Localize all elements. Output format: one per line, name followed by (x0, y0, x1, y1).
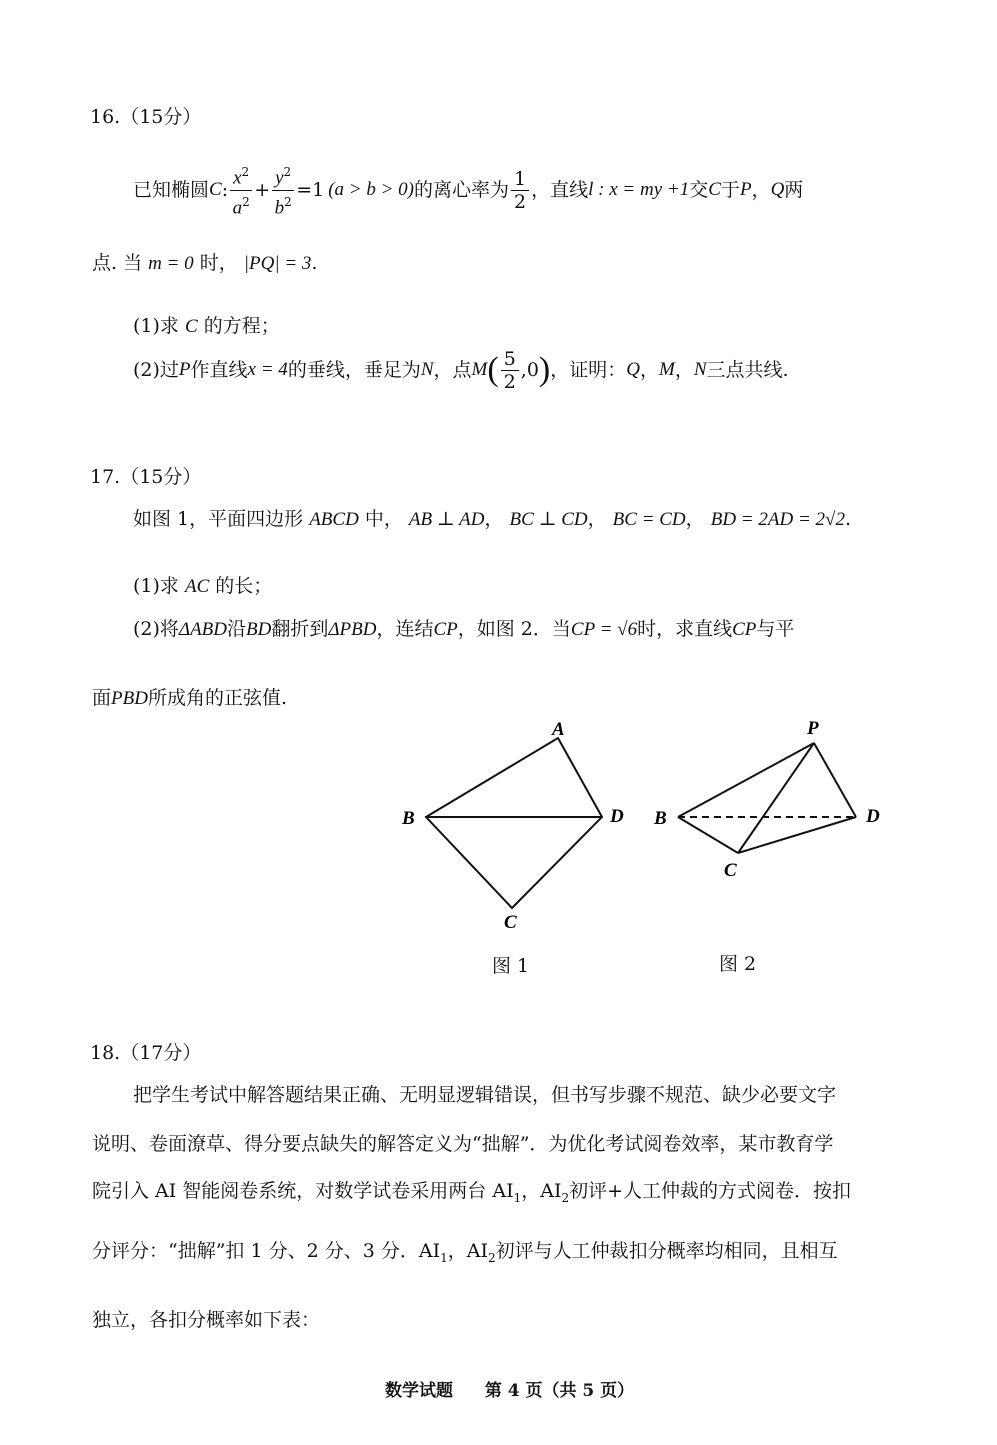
quadrilateral-abcd (426, 738, 602, 908)
segment-bp (678, 743, 814, 817)
label-c: C (724, 860, 737, 881)
label-c: C (504, 912, 517, 933)
m-x-coordinate: $\frac{5}{2}$ (501, 348, 519, 393)
ellipse-condition: (a > b > 0) (328, 179, 414, 200)
segment-pd (814, 743, 856, 817)
q18-line4: 分评分：“拙解”扣 1 分、2 分、3 分．$AI_1$，$AI_2$初评与人工仲裁扣分概率均相同，且相互 (92, 1240, 838, 1265)
q17-line1: 如图 1，平面四边形 ABCD 中， AB ⊥ AD， BC ⊥ CD， BC = CD， BD = 2AD = 2√2. (133, 508, 851, 530)
q17-part2: (2)将ΔABD沿BD翻折到ΔPBD，连结CP，如图 2．当CP = √6时，求直线CP与平 (133, 618, 795, 640)
footer-subject: 数学试题 (385, 1381, 453, 1401)
eccentricity-half: $\frac{1}{2}$ (511, 168, 529, 213)
q18-line3: 院引入 AI 智能阅卷系统，对数学试卷采用两台 $AI_1$，$AI_2$初评+人工仲裁的方式阅卷．按扣 (92, 1180, 852, 1205)
y2-over-b2: $\frac{y^2}{b^2}$ (272, 161, 294, 219)
q17-part1: (1)求 AC 的长； (133, 575, 273, 597)
q18-line1: 把学生考试中解答题结果正确、无明显逻辑错误，但书写步骤不规范、缺少必要文字 (133, 1084, 837, 1106)
q17-header: 17.（15分） (90, 466, 202, 488)
q18-line2: 说明、卷面潦草、得分要点缺失的解答定义为“拙解”．为优化考试阅卷效率，某市教育学 (92, 1133, 834, 1155)
q16-header: 16.（15分） (90, 106, 202, 128)
q18-line5: 独立，各扣分概率如下表： (92, 1309, 321, 1331)
q18-header: 18.（17分） (90, 1042, 202, 1064)
segment-cd (738, 817, 856, 853)
label-a: A (552, 719, 565, 740)
segment-pc (738, 743, 814, 853)
q16-text-a: 已知椭圆 (133, 179, 210, 201)
q16-line1: 已知椭圆 C : $\frac{x^2}{a^2}$ + $\frac{y^2}{b^2}$ =1 (a > b > 0) 的离心率为 $\frac{1}{2}$ ，直线 l : x = my +1 交 C 于 P ， Q 两 (133, 160, 803, 220)
footer-page-number: 第 4 页（共 5 页） (484, 1381, 635, 1401)
x2-over-a2: $\frac{x^2}{a^2}$ (230, 161, 252, 219)
label-b: B (654, 808, 667, 829)
q16-part2: (2)过 P 作直线 x = 4 的垂线，垂足为 N ，点 M ( $\frac{5}{2}$ ,0 ) ，证明： Q ， M ， N 三点共线. (133, 347, 789, 393)
line-equation: l : x = my +1 (588, 179, 690, 200)
page-footer (385, 1376, 634, 1401)
q17-line-last: 面PBD所成角的正弦值. (92, 687, 287, 709)
pq-length: |PQ| = 3 (243, 253, 312, 274)
figure-2-diagram (650, 710, 900, 890)
q16-part1: (1)求 C 的方程； (133, 315, 280, 337)
q16-line2: 点. 当 m = 0 时， |PQ| = 3. (92, 252, 318, 274)
label-d: D (866, 806, 880, 827)
label-p: P (807, 718, 819, 739)
figure-2-caption: 图 2 (719, 953, 757, 975)
figure-1-diagram (390, 710, 650, 940)
label-b: B (402, 808, 415, 829)
segment-bc (678, 817, 738, 853)
label-d: D (610, 806, 624, 827)
figure-1-caption: 图 1 (492, 955, 530, 977)
